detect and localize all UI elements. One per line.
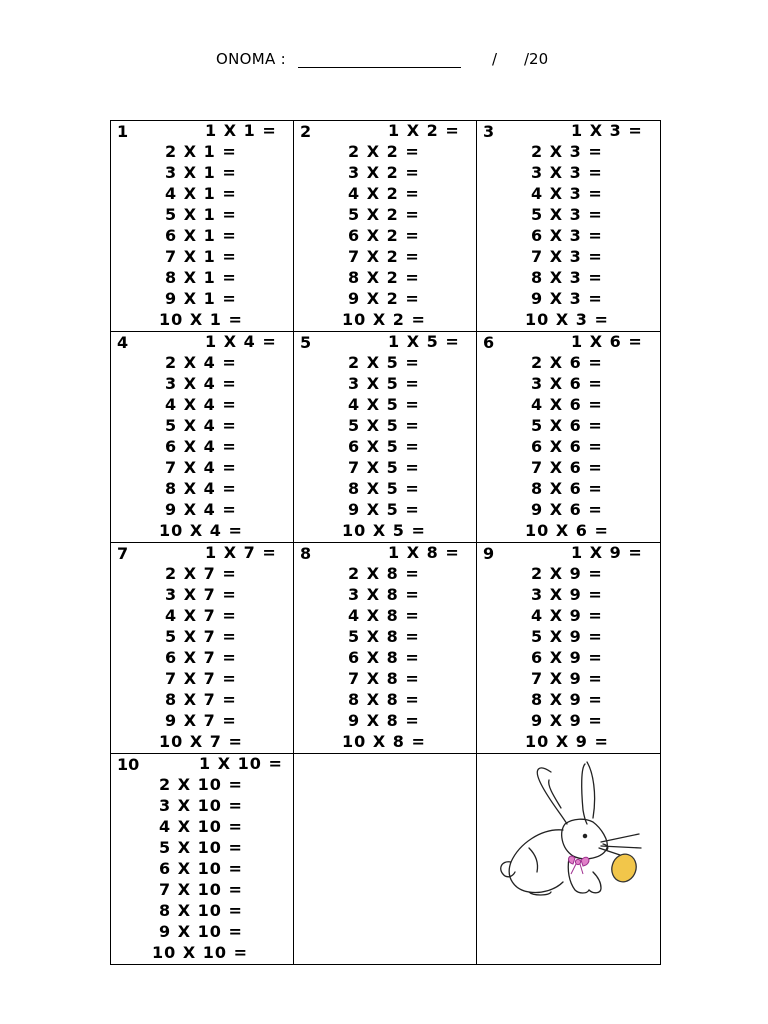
multiplication-row: 7 X 3 = — [531, 247, 603, 266]
multiplication-row: 7 X 5 = — [348, 458, 420, 477]
multiplication-row: 4 X 10 = — [159, 817, 243, 836]
multiplication-row: 5 X 10 = — [159, 838, 243, 857]
multiplication-row: 9 X 6 = — [531, 500, 603, 519]
multiplication-row: 5 X 3 = — [531, 205, 603, 224]
multiplication-row: 8 X 7 = — [165, 690, 237, 709]
multiplication-row: 6 X 2 = — [348, 226, 420, 245]
multiplication-row: 1 X 7 = — [205, 543, 277, 562]
multiplication-row: 6 X 4 = — [165, 437, 237, 456]
multiplication-row: 4 X 3 = — [531, 184, 603, 203]
multiplication-row: 7 X 2 = — [348, 247, 420, 266]
multiplication-row: 6 X 3 = — [531, 226, 603, 245]
multiplication-row: 5 X 6 = — [531, 416, 603, 435]
multiplication-row: 3 X 9 = — [531, 585, 603, 604]
multiplication-row: 5 X 5 = — [348, 416, 420, 435]
multiplication-row: 8 X 4 = — [165, 479, 237, 498]
multiplication-row: 4 X 2 = — [348, 184, 420, 203]
multiplication-row: 3 X 8 = — [348, 585, 420, 604]
times-table-9 — [477, 543, 660, 754]
multiplication-row: 4 X 7 = — [165, 606, 237, 625]
multiplication-row: 3 X 1 = — [165, 163, 237, 182]
multiplication-row: 5 X 2 = — [348, 205, 420, 224]
multiplication-row: 6 X 10 = — [159, 859, 243, 878]
multiplication-row: 8 X 8 = — [348, 690, 420, 709]
multiplication-row: 6 X 1 = — [165, 226, 237, 245]
multiplication-row: 7 X 9 = — [531, 669, 603, 688]
multiplication-row: 3 X 5 = — [348, 374, 420, 393]
multiplication-row: 10 X 7 = — [159, 732, 243, 751]
multiplication-row: 7 X 4 = — [165, 458, 237, 477]
table-number: 1 — [117, 122, 129, 141]
multiplication-row: 3 X 10 = — [159, 796, 243, 815]
table-number: 4 — [117, 333, 129, 352]
times-table-2 — [294, 121, 477, 332]
table-number: 3 — [483, 122, 495, 141]
multiplication-row: 10 X 10 = — [152, 943, 248, 962]
table-number: 9 — [483, 544, 495, 563]
multiplication-row: 10 X 6 = — [525, 521, 609, 540]
multiplication-row: 1 X 10 = — [199, 754, 283, 773]
times-table-10 — [111, 754, 294, 965]
multiplication-row: 10 X 9 = — [525, 732, 609, 751]
multiplication-row: 7 X 7 = — [165, 669, 237, 688]
multiplication-row: 9 X 7 = — [165, 711, 237, 730]
multiplication-row: 9 X 4 = — [165, 500, 237, 519]
multiplication-row: 6 X 7 = — [165, 648, 237, 667]
multiplication-row: 1 X 6 = — [571, 332, 643, 351]
multiplication-row: 8 X 5 = — [348, 479, 420, 498]
times-table-3 — [477, 121, 660, 332]
multiplication-row: 10 X 5 = — [342, 521, 426, 540]
multiplication-row: 2 X 9 = — [531, 564, 603, 583]
multiplication-row: 3 X 4 = — [165, 374, 237, 393]
multiplication-row: 7 X 8 = — [348, 669, 420, 688]
multiplication-row: 8 X 10 = — [159, 901, 243, 920]
multiplication-row: 10 X 1 = — [159, 310, 243, 329]
multiplication-row: 2 X 8 = — [348, 564, 420, 583]
worksheet-header — [0, 50, 768, 72]
multiplication-row: 2 X 6 = — [531, 353, 603, 372]
multiplication-row: 5 X 9 = — [531, 627, 603, 646]
multiplication-row: 1 X 3 = — [571, 121, 643, 140]
multiplication-row: 5 X 8 = — [348, 627, 420, 646]
multiplication-row: 2 X 5 = — [348, 353, 420, 372]
table-number: 5 — [300, 333, 312, 352]
multiplication-row: 4 X 9 = — [531, 606, 603, 625]
multiplication-row: 7 X 6 = — [531, 458, 603, 477]
multiplication-row: 5 X 4 = — [165, 416, 237, 435]
multiplication-row: 1 X 5 = — [388, 332, 460, 351]
multiplication-row: 10 X 4 = — [159, 521, 243, 540]
multiplication-row: 9 X 10 = — [159, 922, 243, 941]
multiplication-row: 2 X 1 = — [165, 142, 237, 161]
times-table-4 — [111, 332, 294, 543]
name-label: ONOMA : — [216, 50, 286, 68]
multiplication-row: 10 X 2 = — [342, 310, 426, 329]
multiplication-row: 9 X 8 = — [348, 711, 420, 730]
times-table-5 — [294, 332, 477, 543]
table-number: 7 — [117, 544, 129, 563]
date-slash: / — [492, 50, 498, 68]
times-tables-grid — [110, 120, 661, 965]
multiplication-row: 6 X 8 = — [348, 648, 420, 667]
multiplication-row: 9 X 5 = — [348, 500, 420, 519]
multiplication-row: 3 X 7 = — [165, 585, 237, 604]
easter-bunny-with-egg-icon — [489, 758, 647, 898]
multiplication-row: 5 X 7 = — [165, 627, 237, 646]
multiplication-row: 8 X 3 = — [531, 268, 603, 287]
multiplication-row: 8 X 6 = — [531, 479, 603, 498]
multiplication-row: 9 X 3 = — [531, 289, 603, 308]
multiplication-row: 4 X 8 = — [348, 606, 420, 625]
multiplication-row: 3 X 6 = — [531, 374, 603, 393]
multiplication-row: 2 X 4 = — [165, 353, 237, 372]
multiplication-row: 4 X 1 = — [165, 184, 237, 203]
multiplication-row: 3 X 2 = — [348, 163, 420, 182]
multiplication-row: 2 X 7 = — [165, 564, 237, 583]
times-table-1 — [111, 121, 294, 332]
table-number: 2 — [300, 122, 312, 141]
multiplication-row: 7 X 1 = — [165, 247, 237, 266]
multiplication-row: 10 X 8 = — [342, 732, 426, 751]
times-table-8 — [294, 543, 477, 754]
multiplication-row: 1 X 1 = — [205, 121, 277, 140]
multiplication-row: 8 X 1 = — [165, 268, 237, 287]
name-blank-line[interactable] — [298, 67, 461, 68]
multiplication-row: 5 X 1 = — [165, 205, 237, 224]
multiplication-row: 2 X 3 = — [531, 142, 603, 161]
score-total: /20 — [524, 50, 549, 68]
multiplication-row: 8 X 2 = — [348, 268, 420, 287]
multiplication-row: 1 X 4 = — [205, 332, 277, 351]
multiplication-row: 1 X 9 = — [571, 543, 643, 562]
multiplication-row: 4 X 4 = — [165, 395, 237, 414]
multiplication-row: 9 X 1 = — [165, 289, 237, 308]
times-table-6 — [477, 332, 660, 543]
multiplication-row: 3 X 3 = — [531, 163, 603, 182]
multiplication-row: 6 X 9 = — [531, 648, 603, 667]
multiplication-row: 2 X 2 = — [348, 142, 420, 161]
multiplication-row: 4 X 6 = — [531, 395, 603, 414]
multiplication-row: 4 X 5 = — [348, 395, 420, 414]
table-number: 10 — [117, 755, 140, 774]
multiplication-row: 2 X 10 = — [159, 775, 243, 794]
multiplication-row: 9 X 2 = — [348, 289, 420, 308]
multiplication-row: 6 X 6 = — [531, 437, 603, 456]
table-number: 8 — [300, 544, 312, 563]
multiplication-row: 8 X 9 = — [531, 690, 603, 709]
multiplication-row: 6 X 5 = — [348, 437, 420, 456]
multiplication-row: 10 X 3 = — [525, 310, 609, 329]
table-number: 6 — [483, 333, 495, 352]
times-table-7 — [111, 543, 294, 754]
multiplication-row: 1 X 8 = — [388, 543, 460, 562]
multiplication-row: 9 X 9 = — [531, 711, 603, 730]
multiplication-row: 1 X 2 = — [388, 121, 460, 140]
multiplication-row: 7 X 10 = — [159, 880, 243, 899]
